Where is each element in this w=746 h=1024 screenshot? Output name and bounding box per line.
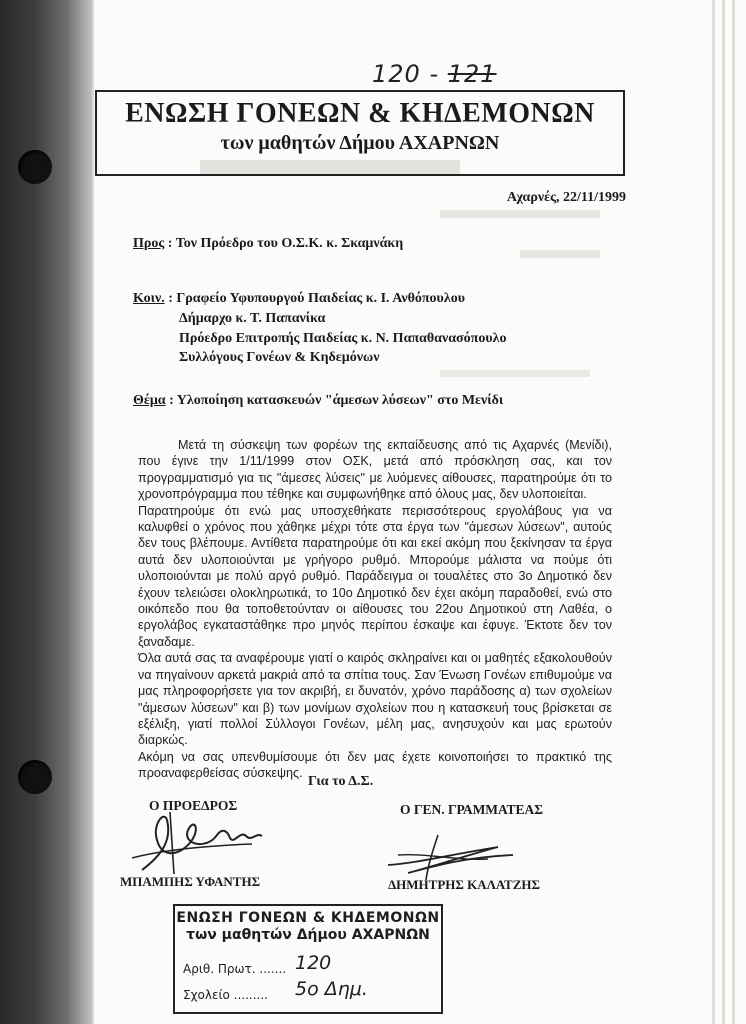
handwritten-number: 120 - 121 (372, 60, 497, 88)
president-name: ΜΠΑΜΠΗΣ ΥΦΑΝΤΗΣ (120, 874, 261, 889)
page-edge (722, 0, 725, 1024)
stamp-school (183, 978, 368, 1002)
letter-date: Αχαρνές, 22/11/1999 (506, 190, 626, 205)
org-subtitle: των μαθητών Δήμου ΑΧΑΡΝΩΝ (220, 132, 500, 154)
subject-text: : Υλοποίηση κατασκευών "άμεσων λύσεων" στο Μενίδι (169, 393, 504, 408)
subject-line (133, 393, 503, 409)
cc-line-1: : Γραφείο Υφυπουργού Παιδείας κ. Ι. Ανθόπουλου (168, 291, 465, 306)
cc-line-4: Συλλόγους Γονέων & Κηδεμόνων (179, 350, 380, 365)
stamp-school-value: 5ο Δημ. (295, 978, 368, 1000)
page-edge (712, 0, 715, 1024)
stamp-sub: των μαθητών Δήμου ΑΧΑΡΝΩΝ (186, 927, 430, 943)
registry-stamp (173, 904, 443, 1014)
president-signature (122, 800, 282, 880)
binder-edge (0, 0, 96, 1024)
stamp-protocol-value: 120 (295, 952, 332, 974)
page-edge (732, 0, 735, 1024)
recipient-label: Προς (133, 236, 165, 251)
recipient-text: : Τον Πρόεδρο του Ο.Σ.Κ. κ. Σκαμνάκη (167, 236, 404, 251)
bleed-through (440, 370, 590, 377)
subject-label: Θέμα (133, 393, 166, 408)
org-title: ΕΝΩΣΗ ΓΟΝΕΩΝ & ΚΗΔΕΜΟΝΩΝ (125, 98, 595, 129)
secretary-name: ΔΗΜΗΤΡΗΣ ΚΑΛΑΤΖΗΣ (388, 877, 541, 892)
bleed-through (520, 250, 600, 258)
punch-hole (18, 760, 52, 794)
paragraph: Όλα αυτά σας τα αναφέρουμε γιατί ο καιρός σκληραίνει και οι μαθητές εξακολουθούν να πηγαίνουν αρκετά μακριά από τα σπίτια τους. Σαν Ένωση Γονέων επιθυμούμε να μας πληροφορήσετε για τον ακριβή, ει δυνατόν, χρόνο παράδοσης α) των σχολείων "άμεσων λύσεων" και β) των μονίμων σχολείων που η κατασκευή τους βρίσκεται σε εξέλιξη, γιατί πολλοί Σύλλογοι Γονέων, μέλη μας, ανησυχούν και μας ερωτούν διαρκώς. (138, 651, 612, 748)
letter-body (138, 437, 612, 782)
recipient-line (133, 236, 403, 252)
president-title: Ο ΠΡΟΕΔΡΟΣ (149, 798, 238, 813)
for-board-label: Για το Δ.Σ. (308, 774, 374, 789)
paragraph: Παρατηρούμε ότι ενώ μας υποσχεθήκατε περισσότερους εργολάβους για να καλυφθεί ο χρόνος που χάθηκε μέχρι τότε στα έργα των "άμεσων λύσεων", αυτούς δεν τους βλέπουμε. Αντίθετα παρατηρούμε ότι και εκεί ακόμη που ξεκίνησαν τα έργα αυτά δεν υλοποιούνται με γρήγορο ρυθμό. Μπορούμε μάλιστα να πούμε ότι υλοποιούνται με πολύ αργό ρυθμό. Παράδειγμα οι τουαλέτες στο 3ο Δημοτικό δεν έχουν τελειώσει ολοκληρωτικά, το 10ο Δημοτικό δεν έχει ακόμη παραδοθεί, ενώ στο οικόπεδο που θα τοποθετούνταν οι αίθουσες του 22ου Δημοτικού στη Λαθέα, ο εργολάβος εγκαταστάθηκε προ μηνός περίπου έσκαψε και έφυγε. Έκτοτε δεν τον ξαναδαμε. (138, 503, 612, 649)
paragraph: Μετά τη σύσκεψη των φορέων της εκπαίδευσης από τις Αχαρνές (Μενίδι), που έγινε την 1/11/1999 στον ΟΣΚ, μετά από πρόσκληση σας, και τον προγραμματισμό για τις "άμεσες λύσεις" με λυόμενες αίθουσες, παρατηρούμε ότι το χρονοπρόγραμμα που τέθηκε και συμφωνήθηκε από όλους μας, δεν υλοποιείται. (138, 438, 612, 502)
bleed-through (440, 210, 600, 218)
cc-line (133, 291, 465, 307)
secretary-signature (378, 825, 528, 885)
stamp-org: ΕΝΩΣΗ ΓΟΝΕΩΝ & ΚΗΔΕΜΟΝΩΝ (176, 910, 440, 926)
punch-hole (18, 150, 52, 184)
stamp-protocol-label: Αριθ. Πρωτ. ....... (183, 962, 287, 976)
stamp-school-label: Σχολείο ......... (183, 988, 268, 1002)
cc-line-3: Πρόεδρο Επιτροπής Παιδείας κ. Ν. Παπαθανασόπουλο (179, 331, 507, 346)
letterhead-box (95, 90, 625, 176)
stamp-protocol (183, 952, 332, 976)
cc-line-2: Δήμαρχο κ. Τ. Παπανίκα (179, 311, 326, 326)
secretary-title: Ο ΓΕΝ. ΓΡΑΜΜΑΤΕΑΣ (400, 802, 544, 817)
cc-label: Κοιν. (133, 291, 165, 306)
paragraph: Ακόμη να σας υπενθυμίσουμε ότι δεν μας έχετε κοινοποιήσει το πρακτικό της προαναφερθείσας σύσκεψης. (138, 749, 612, 781)
